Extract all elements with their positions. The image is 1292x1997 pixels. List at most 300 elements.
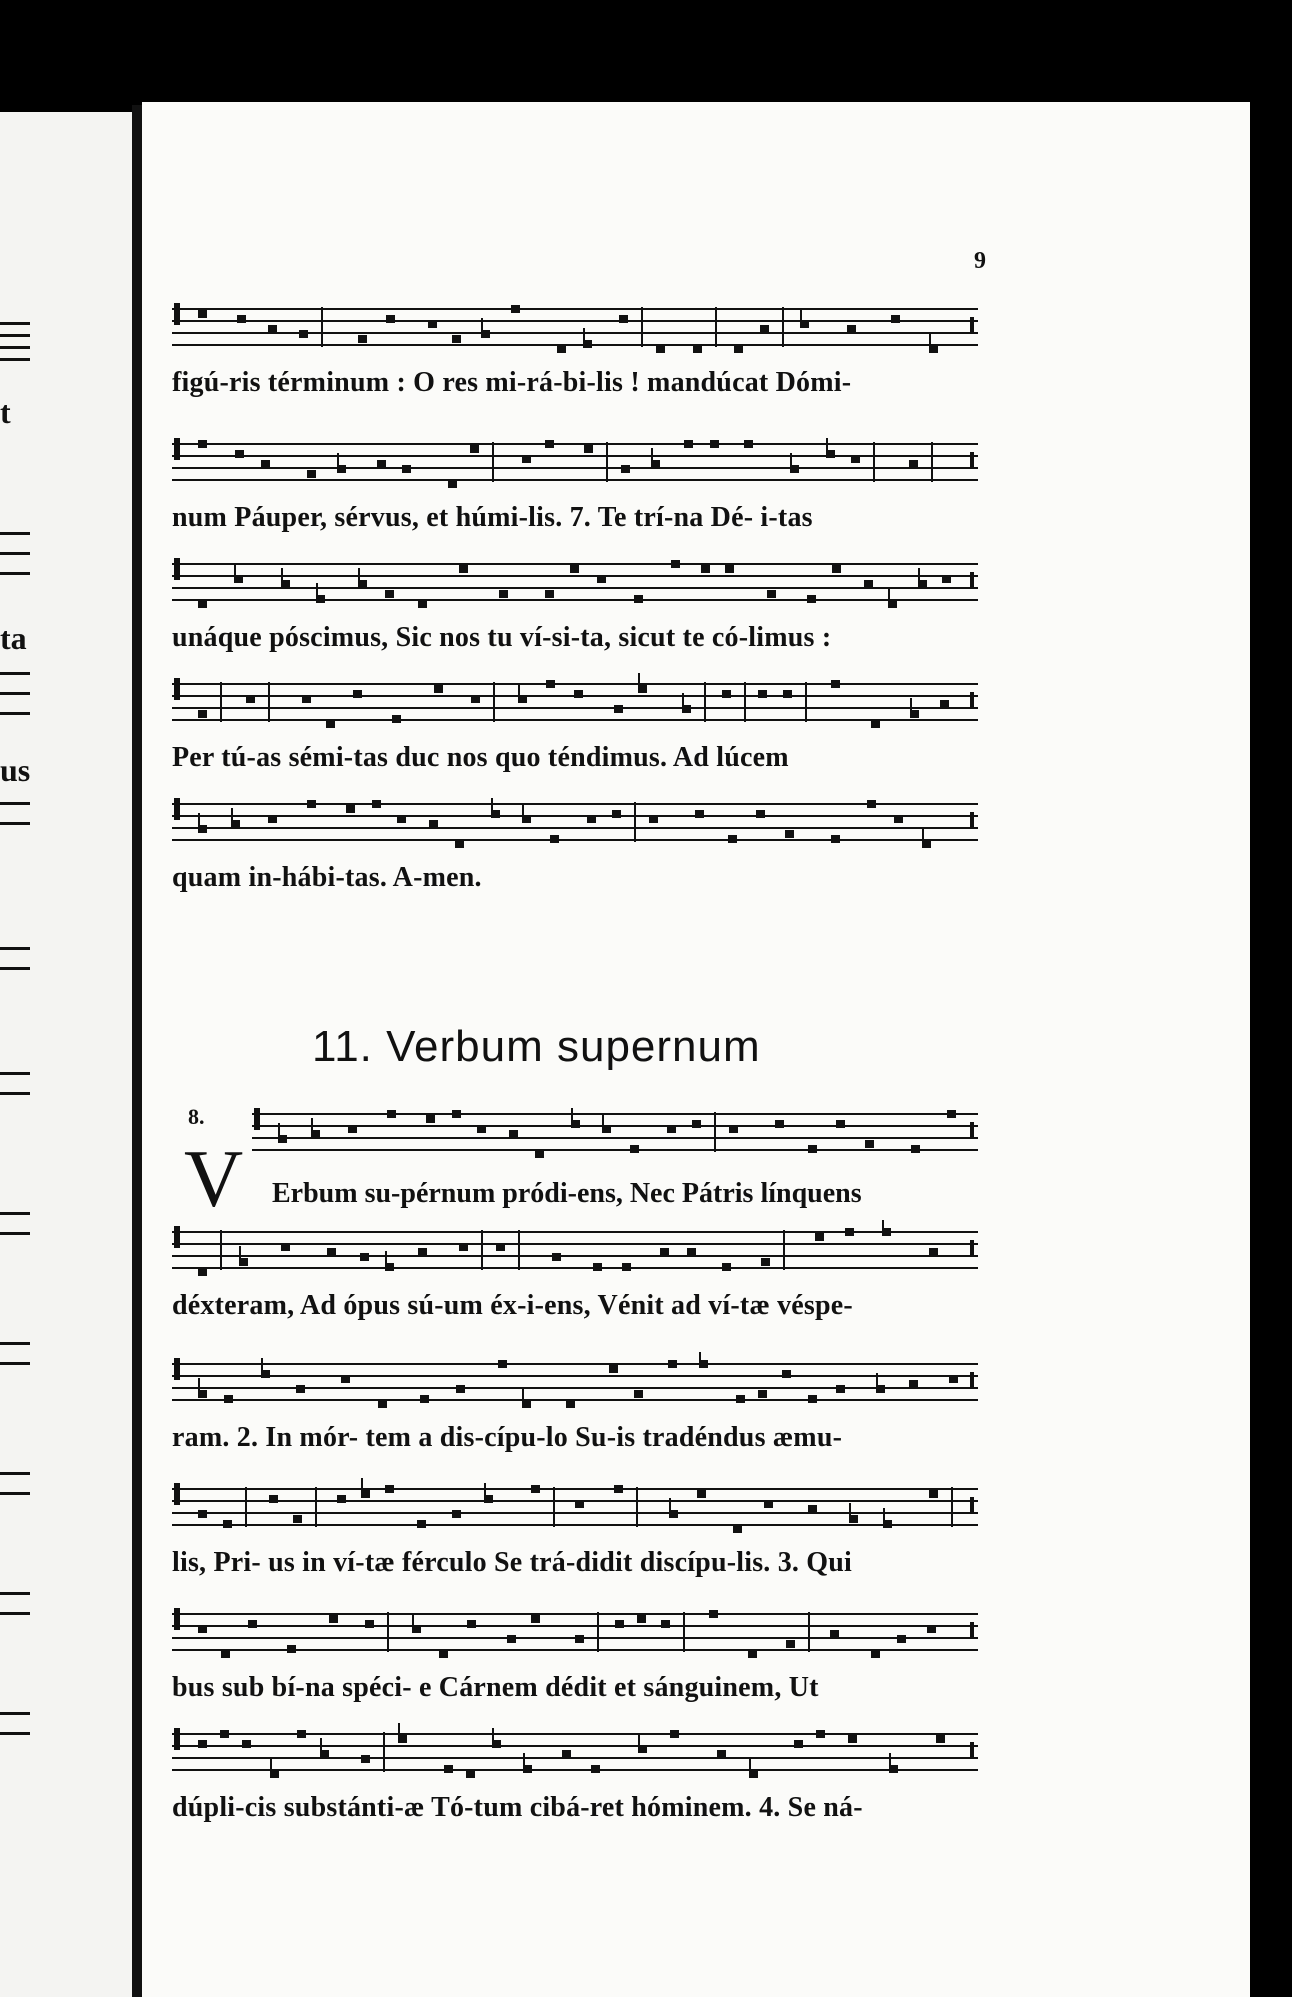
neume: [775, 1120, 784, 1128]
bar-line: [321, 307, 323, 347]
neume-stem: [231, 808, 233, 822]
neume: [550, 835, 559, 843]
neume: [348, 1125, 357, 1133]
neume-stem: [492, 1728, 494, 1742]
neume: [867, 800, 876, 808]
hymnal-page: [142, 102, 1250, 1997]
neume: [660, 1248, 669, 1256]
lyric-line: Erbum su-pérnum pródi-ens, Nec Pátris línquens: [272, 1178, 862, 1209]
neume: [402, 465, 411, 473]
staff-container: [172, 1352, 978, 1414]
chant-system: [172, 1477, 978, 1579]
neume: [619, 315, 628, 323]
neume-stem: [361, 1478, 363, 1492]
bar-line: [715, 307, 717, 347]
clef-icon: [174, 1608, 180, 1630]
neume: [337, 1495, 346, 1503]
neume: [198, 600, 207, 608]
neume-stem: [523, 1753, 525, 1767]
neume: [785, 830, 794, 838]
neume: [865, 1140, 874, 1148]
neume: [418, 600, 427, 608]
neume: [498, 1360, 507, 1368]
neume: [767, 590, 776, 598]
staff-fragment: [0, 1712, 30, 1715]
neume: [426, 1115, 435, 1123]
chant-staff: [172, 1352, 978, 1414]
neume: [942, 575, 951, 583]
clef-icon: [174, 558, 180, 580]
neume: [836, 1120, 845, 1128]
neume: [466, 1770, 475, 1778]
neume: [621, 465, 630, 473]
custos-icon: [970, 317, 974, 333]
neume: [522, 455, 531, 463]
neume: [386, 315, 395, 323]
neume: [420, 1395, 429, 1403]
neume: [760, 325, 769, 333]
neume-stem: [571, 1108, 573, 1122]
staff-fragment: [0, 334, 30, 337]
neume: [591, 1765, 600, 1773]
neume: [717, 1750, 726, 1758]
neume: [684, 440, 693, 448]
bar-line: [636, 1487, 638, 1527]
neume: [198, 310, 207, 318]
lyric-line: quam in-hábi-tas. A-men.: [172, 862, 482, 893]
neume: [736, 1395, 745, 1403]
neume: [695, 810, 704, 818]
neume: [761, 1258, 770, 1266]
staff-fragment: [0, 1492, 30, 1495]
neume-stem: [800, 308, 802, 322]
hymn-title: 11. Verbum supernum: [312, 1022, 761, 1071]
bar-line: [518, 1230, 520, 1270]
bar-line: [744, 682, 746, 722]
neume: [459, 1243, 468, 1251]
clef-icon: [254, 1108, 260, 1130]
staff-container: [172, 1220, 978, 1282]
custos-icon: [970, 692, 974, 708]
neume: [198, 1740, 207, 1748]
neume: [223, 1520, 232, 1528]
neume: [847, 325, 856, 333]
neume: [744, 440, 753, 448]
neume: [418, 1248, 427, 1256]
page-number: 9: [974, 248, 986, 274]
neume: [661, 1620, 670, 1628]
neume: [584, 445, 593, 453]
neume-stem: [518, 683, 520, 697]
neume: [268, 815, 277, 823]
lyric-line: déxteram, Ad ópus sú-um éx-i-ens, Vénit ad ví-tæ véspe-: [172, 1290, 853, 1321]
bar-line: [220, 1230, 222, 1270]
neume: [299, 330, 308, 338]
staff-fragment: [0, 1362, 30, 1365]
bar-line: [387, 1612, 389, 1652]
staff-container: [172, 792, 978, 854]
neume: [459, 565, 468, 573]
staff-fragment: [0, 802, 30, 805]
neume: [198, 710, 207, 718]
chant-system: [172, 1602, 978, 1704]
neume: [634, 595, 643, 603]
neume: [614, 705, 623, 713]
bar-line: [783, 1230, 785, 1270]
neume: [722, 690, 731, 698]
staff-container: [252, 1102, 978, 1164]
staff-fragment: [0, 672, 30, 675]
chant-staff: [172, 672, 978, 734]
staff-fragment: [0, 967, 30, 970]
neume: [687, 1248, 696, 1256]
bar-line: [873, 442, 875, 482]
neume-stem: [522, 803, 524, 817]
neume: [531, 1485, 540, 1493]
neume: [220, 1730, 229, 1738]
lyric-line: unáque póscimus, Sic nos tu ví-si-ta, sicut te có-limus :: [172, 622, 832, 653]
bar-line: [805, 682, 807, 722]
chant-system: [252, 1102, 978, 1164]
lyric-line: figú-ris términum : O res mi-rá-bi-lis ! mandúcat Dómi-: [172, 367, 852, 398]
neume-stem: [651, 448, 653, 462]
neume: [327, 1248, 336, 1256]
neume: [728, 835, 737, 843]
neume: [670, 1730, 679, 1738]
neume-stem: [876, 1373, 878, 1387]
custos-icon: [970, 452, 974, 468]
neume: [268, 325, 277, 333]
bar-line: [245, 1487, 247, 1527]
neume: [470, 445, 479, 453]
neume: [871, 720, 880, 728]
chant-system: [172, 1722, 978, 1824]
staff-container: [172, 297, 978, 359]
neume-stem: [910, 698, 912, 712]
neume: [734, 345, 743, 353]
chant-staff: [172, 1722, 978, 1784]
neume-stem: [849, 1503, 851, 1517]
chant-staff: [172, 552, 978, 614]
chant-staff: [172, 297, 978, 359]
bar-line: [492, 442, 494, 482]
clef-icon: [174, 678, 180, 700]
neume: [697, 1490, 706, 1498]
neume: [786, 1640, 795, 1648]
staff-container: [172, 1477, 978, 1539]
bar-line: [714, 1112, 716, 1152]
neume-stem: [888, 588, 890, 602]
neume-stem: [918, 568, 920, 582]
neume: [864, 580, 873, 588]
chant-system: [172, 552, 978, 654]
staff-fragment: [0, 358, 30, 361]
staff-fragment: [0, 1592, 30, 1595]
neume-stem: [234, 563, 236, 577]
neume: [693, 345, 702, 353]
bar-line: [481, 1230, 483, 1270]
neume-stem: [669, 1498, 671, 1512]
neume: [836, 1385, 845, 1393]
staff-fragment: [0, 552, 30, 555]
chant-system: [172, 432, 978, 534]
neume: [358, 335, 367, 343]
neume: [947, 1110, 956, 1118]
neume: [296, 1385, 305, 1393]
neume: [587, 815, 596, 823]
neume: [237, 315, 246, 323]
staff-fragment: [0, 712, 30, 715]
staff-fragment: [0, 1732, 30, 1735]
neume: [452, 1510, 461, 1518]
neume: [782, 1370, 791, 1378]
neume: [756, 810, 765, 818]
neume-stem: [484, 1483, 486, 1497]
neume-stem: [320, 1738, 322, 1752]
neume: [575, 1635, 584, 1643]
neume-stem: [385, 1251, 387, 1265]
neume: [929, 1248, 938, 1256]
bar-line: [597, 1612, 599, 1652]
neume: [816, 1730, 825, 1738]
bar-line: [704, 682, 706, 722]
custos-icon: [970, 1372, 974, 1388]
neume: [815, 1233, 824, 1241]
neume: [634, 1390, 643, 1398]
neume: [758, 690, 767, 698]
neume: [269, 1495, 278, 1503]
neume: [377, 460, 386, 468]
chant-staff: [252, 1102, 978, 1164]
neume: [477, 1125, 486, 1133]
neume: [593, 1263, 602, 1271]
neume: [378, 1400, 387, 1408]
neume: [725, 565, 734, 573]
neume: [329, 1615, 338, 1623]
clef-icon: [174, 438, 180, 460]
neume: [845, 1228, 854, 1236]
neume: [507, 1635, 516, 1643]
neume: [832, 565, 841, 573]
neume-stem: [239, 1246, 241, 1260]
neume-stem: [602, 1113, 604, 1127]
neume: [562, 1750, 571, 1758]
neume: [552, 1253, 561, 1261]
chant-staff: [172, 1602, 978, 1664]
neume: [871, 1650, 880, 1658]
neume: [911, 1145, 920, 1153]
neume: [302, 695, 311, 703]
neume: [439, 1650, 448, 1658]
staff-fragment: [0, 822, 30, 825]
lyric-line: bus sub bí-na spéci- e Cárnem dédit et sánguinem, Ut: [172, 1672, 819, 1703]
neume: [831, 680, 840, 688]
neume: [293, 1515, 302, 1523]
neume-stem: [412, 1613, 414, 1627]
neume: [511, 305, 520, 313]
neume: [927, 1625, 936, 1633]
neume: [535, 1150, 544, 1158]
drop-initial: V: [184, 1133, 244, 1224]
neume-stem: [522, 1388, 524, 1402]
neume-stem: [883, 1508, 885, 1522]
neume: [649, 815, 658, 823]
neume: [531, 1615, 540, 1623]
staff-fragment: [0, 1612, 30, 1615]
neume: [346, 805, 355, 813]
neume: [936, 1735, 945, 1743]
neume: [360, 1253, 369, 1261]
neume: [701, 565, 710, 573]
custos-icon: [970, 1742, 974, 1758]
neume: [467, 1620, 476, 1628]
neume: [385, 1485, 394, 1493]
neume-stem: [198, 813, 200, 827]
neume: [851, 455, 860, 463]
staff-fragment: [0, 947, 30, 950]
lyric-line: num Páuper, sérvus, et húmi-lis. 7. Te trí-na Dé- i-tas: [172, 502, 813, 533]
custos-icon: [970, 812, 974, 828]
lyric-line: lis, Pri- us in ví-tæ férculo Se trá-didit discípu-lis. 3. Qui: [172, 1547, 853, 1578]
chant-system: [172, 672, 978, 774]
facing-text-fragment: us: [0, 752, 31, 788]
neume: [545, 590, 554, 598]
neume: [499, 590, 508, 598]
neume: [429, 820, 438, 828]
neume: [909, 460, 918, 468]
neume: [307, 800, 316, 808]
neume: [297, 1730, 306, 1738]
neume: [235, 450, 244, 458]
neume-stem: [638, 673, 640, 687]
neume: [808, 1145, 817, 1153]
facing-text-fragment: ta: [0, 620, 27, 656]
staff-fragment: [0, 532, 30, 535]
neume: [671, 560, 680, 568]
neume: [574, 690, 583, 698]
custos-icon: [970, 572, 974, 588]
page-gutter: [132, 105, 142, 1997]
neume: [281, 1243, 290, 1251]
staff-container: [172, 1602, 978, 1664]
neume-stem: [337, 453, 339, 467]
neume-stem: [749, 1758, 751, 1772]
neume: [615, 1620, 624, 1628]
neume: [597, 575, 606, 583]
custos-icon: [970, 1240, 974, 1256]
neume-stem: [882, 1220, 884, 1230]
chant-staff: [172, 792, 978, 854]
neume-stem: [790, 453, 792, 467]
lyric-line: ram. 2. In mór- tem a dis-cípu-lo Su-is tradéndus æmu-: [172, 1422, 843, 1453]
neume: [764, 1500, 773, 1508]
neume: [733, 1525, 742, 1533]
facing-text-fragment: t: [0, 394, 11, 430]
neume: [224, 1395, 233, 1403]
neume-stem: [281, 568, 283, 582]
neume: [198, 1625, 207, 1633]
bar-line: [808, 1612, 810, 1652]
bar-line: [683, 1612, 685, 1652]
neume-stem: [316, 583, 318, 597]
neume: [365, 1620, 374, 1628]
clef-icon: [174, 303, 180, 325]
neume: [287, 1645, 296, 1653]
neume: [448, 480, 457, 488]
neume: [456, 1385, 465, 1393]
chant-staff: [172, 1477, 978, 1539]
staff-container: [172, 1722, 978, 1784]
bar-line: [315, 1487, 317, 1527]
staff-container: [172, 672, 978, 734]
staff-fragment: [0, 1092, 30, 1095]
neume-stem: [826, 438, 828, 452]
neume-stem: [922, 828, 924, 842]
neume-stem: [278, 1123, 280, 1137]
neume: [546, 680, 555, 688]
neume-stem: [889, 1753, 891, 1767]
neume: [897, 1635, 906, 1643]
bar-line: [931, 442, 933, 482]
neume: [221, 1650, 230, 1658]
staff-container: [172, 552, 978, 614]
mode-number: 8.: [188, 1104, 205, 1129]
neume: [361, 1755, 370, 1763]
clef-icon: [174, 1728, 180, 1750]
neume: [637, 1615, 646, 1623]
neume-stem: [638, 1733, 640, 1747]
neume: [807, 595, 816, 603]
neume: [614, 1485, 623, 1493]
staff-fragment: [0, 692, 30, 695]
custos-icon: [970, 1622, 974, 1638]
neume: [940, 700, 949, 708]
neume: [729, 1125, 738, 1133]
neume: [667, 1125, 676, 1133]
neume: [909, 1380, 918, 1388]
neume: [198, 1268, 207, 1276]
staff-fragment: [0, 346, 30, 349]
neume: [557, 345, 566, 353]
clef-icon: [174, 1483, 180, 1505]
staff-fragment: [0, 1212, 30, 1215]
neume-stem: [699, 1352, 701, 1362]
chant-staff: [172, 432, 978, 494]
chant-system: [172, 1352, 978, 1454]
neume: [612, 810, 621, 818]
neume: [326, 720, 335, 728]
neume: [248, 1620, 257, 1628]
chant-system: [172, 792, 978, 894]
neume: [794, 1740, 803, 1748]
neume: [709, 1610, 718, 1618]
neume: [929, 1490, 938, 1498]
custos-icon: [970, 1122, 974, 1138]
neume: [783, 690, 792, 698]
neume: [261, 460, 270, 468]
bar-line: [383, 1732, 385, 1772]
chant-system: [172, 297, 978, 399]
chant-staff: [172, 1220, 978, 1282]
bar-line: [951, 1487, 953, 1527]
bar-line: [782, 307, 784, 347]
neume-stem: [198, 1378, 200, 1392]
neume: [452, 1110, 461, 1118]
lyric-line: Per tú-as sémi-tas duc nos quo téndimus. Ad lúcem: [172, 742, 789, 773]
neume-stem: [583, 328, 585, 342]
clef-icon: [174, 798, 180, 820]
neume: [372, 800, 381, 808]
